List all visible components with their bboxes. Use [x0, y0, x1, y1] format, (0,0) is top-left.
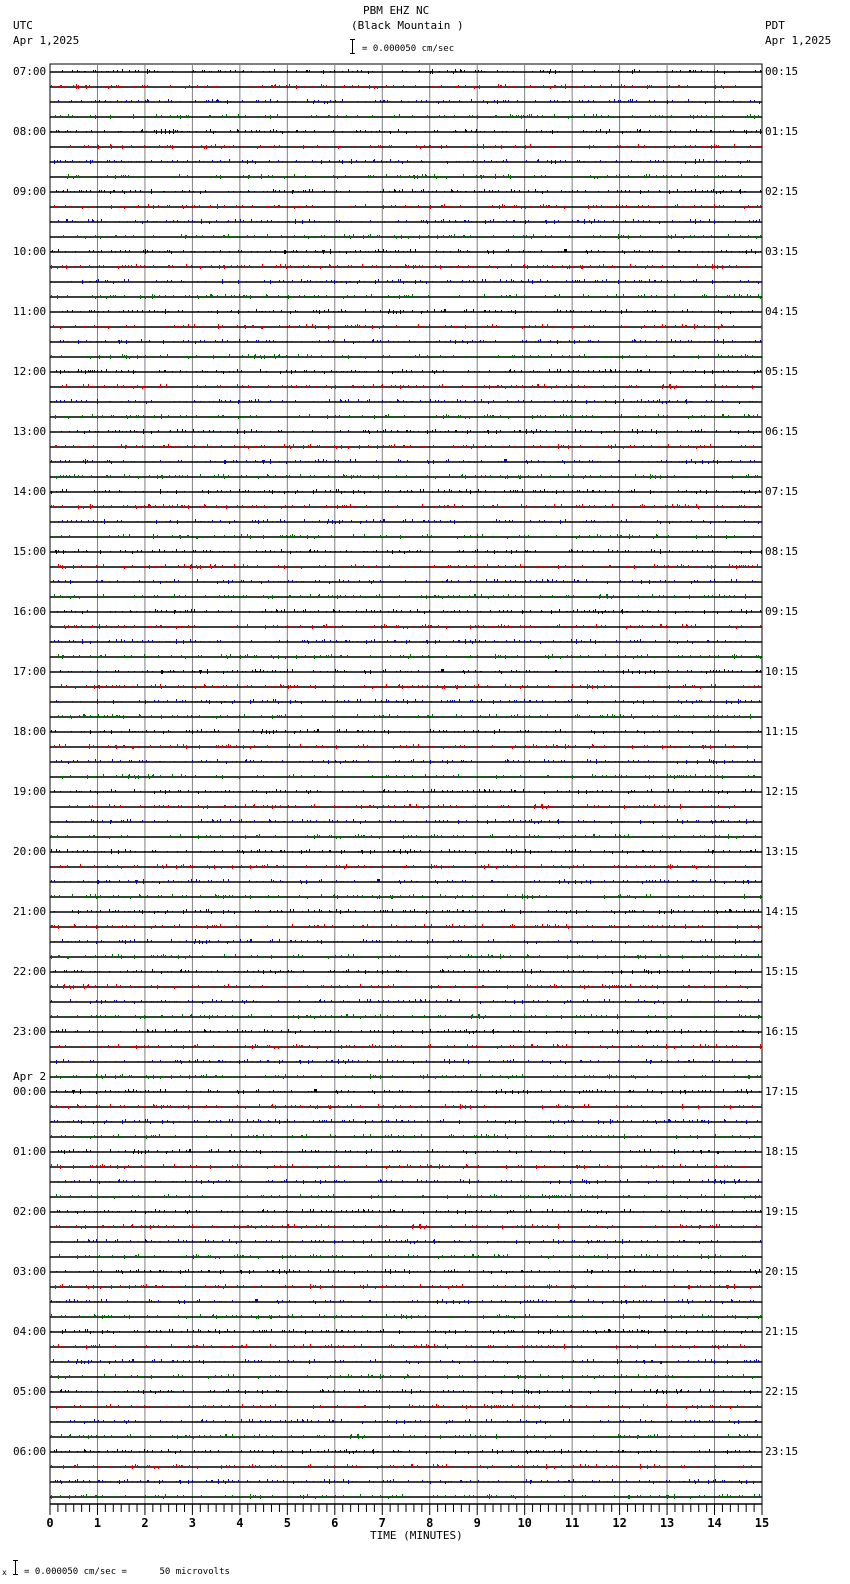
pdt-hour-label: 07:15 — [765, 485, 799, 498]
x-tick-label: 0 — [46, 1516, 54, 1530]
pdt-hour-label: 22:15 — [765, 1385, 799, 1398]
left-timezone: UTC — [13, 19, 33, 32]
utc-hour-label: 13:00 — [13, 425, 47, 438]
utc-hour-label: 08:00 — [13, 125, 47, 138]
utc-hour-label: 05:00 — [13, 1385, 47, 1398]
utc-hour-label: 17:00 — [13, 665, 47, 678]
utc-hour-label: 04:00 — [13, 1325, 47, 1338]
utc-hour-label: 18:00 — [13, 725, 47, 738]
pdt-hour-label: 18:15 — [765, 1145, 799, 1158]
left-date: Apr 1,2025 — [13, 34, 80, 47]
x-tick-label: 2 — [141, 1516, 149, 1530]
x-tick-label: 5 — [283, 1516, 291, 1530]
pdt-hour-label: 04:15 — [765, 305, 799, 318]
x-tick-label: 12 — [612, 1516, 627, 1530]
pdt-hour-label: 23:15 — [765, 1445, 799, 1458]
utc-hour-label: 01:00 — [13, 1145, 47, 1158]
x-tick-label: 4 — [236, 1516, 244, 1530]
right-date: Apr 1,2025 — [765, 34, 832, 47]
utc-hour-label: 19:00 — [13, 785, 47, 798]
utc-hour-label: 00:00 — [13, 1085, 47, 1098]
utc-hour-label: 16:00 — [13, 605, 47, 618]
footer-mark: x — [2, 1568, 7, 1577]
pdt-hour-label: 02:15 — [765, 185, 799, 198]
x-tick-label: 11 — [564, 1516, 580, 1530]
utc-hour-label: 11:00 — [13, 305, 47, 318]
footer-scale-bar-icon — [13, 1560, 18, 1575]
pdt-hour-label: 01:15 — [765, 125, 799, 138]
utc-hour-label: 22:00 — [13, 965, 47, 978]
x-tick-label: 9 — [473, 1516, 481, 1530]
pdt-hour-label: 05:15 — [765, 365, 799, 378]
scale-label: = 0.000050 cm/sec — [362, 44, 455, 54]
utc-hour-label: 15:00 — [13, 545, 47, 558]
utc-hour-label: 14:00 — [13, 485, 47, 498]
utc-hour-label: 06:00 — [13, 1445, 47, 1458]
utc-hour-label: 02:00 — [13, 1205, 47, 1218]
utc-hour-label: 21:00 — [13, 905, 47, 918]
pdt-hour-label: 15:15 — [765, 965, 799, 978]
utc-hour-label: 23:00 — [13, 1025, 47, 1038]
utc-hour-label: 10:00 — [13, 245, 47, 258]
utc-hour-label: 12:00 — [13, 365, 47, 378]
pdt-hour-label: 12:15 — [765, 785, 799, 798]
scale-bar-icon — [350, 39, 355, 54]
x-axis-title: TIME (MINUTES) — [370, 1529, 463, 1542]
pdt-hour-label: 11:15 — [765, 725, 799, 738]
pdt-hour-label: 19:15 — [765, 1205, 799, 1218]
x-tick-label: 8 — [426, 1516, 434, 1530]
pdt-hour-label: 16:15 — [765, 1025, 799, 1038]
utc-hour-label: 03:00 — [13, 1265, 47, 1278]
pdt-hour-label: 03:15 — [765, 245, 799, 258]
x-tick-label: 15 — [754, 1516, 770, 1530]
pdt-hour-label: 08:15 — [765, 545, 799, 558]
utc-hour-label: 09:00 — [13, 185, 47, 198]
x-tick-label: 6 — [331, 1516, 339, 1530]
pdt-hour-label: 00:15 — [765, 65, 799, 78]
right-timezone: PDT — [765, 19, 785, 32]
pdt-hour-label: 06:15 — [765, 425, 799, 438]
x-tick-label: 10 — [517, 1516, 532, 1530]
pdt-hour-label: 13:15 — [765, 845, 799, 858]
pdt-hour-label: 17:15 — [765, 1085, 799, 1098]
pdt-hour-label: 21:15 — [765, 1325, 799, 1338]
pdt-hour-label: 20:15 — [765, 1265, 799, 1278]
date-change-label: Apr 2 — [13, 1070, 47, 1083]
pdt-hour-label: 09:15 — [765, 605, 799, 618]
x-tick-label: 1 — [93, 1516, 102, 1530]
station-name: (Black Mountain ) — [351, 19, 464, 32]
x-tick-label: 7 — [378, 1516, 386, 1530]
utc-hour-label: 07:00 — [13, 65, 47, 78]
x-tick-label: 13 — [659, 1516, 675, 1530]
utc-hour-label: 20:00 — [13, 845, 47, 858]
x-tick-label: 3 — [188, 1516, 197, 1530]
footer-scale-label: = 0.000050 cm/sec = 50 microvolts — [24, 1567, 230, 1577]
x-tick-label: 14 — [707, 1516, 722, 1530]
station-title: PBM EHZ NC — [363, 4, 430, 17]
pdt-hour-label: 14:15 — [765, 905, 799, 918]
pdt-hour-label: 10:15 — [765, 665, 799, 678]
